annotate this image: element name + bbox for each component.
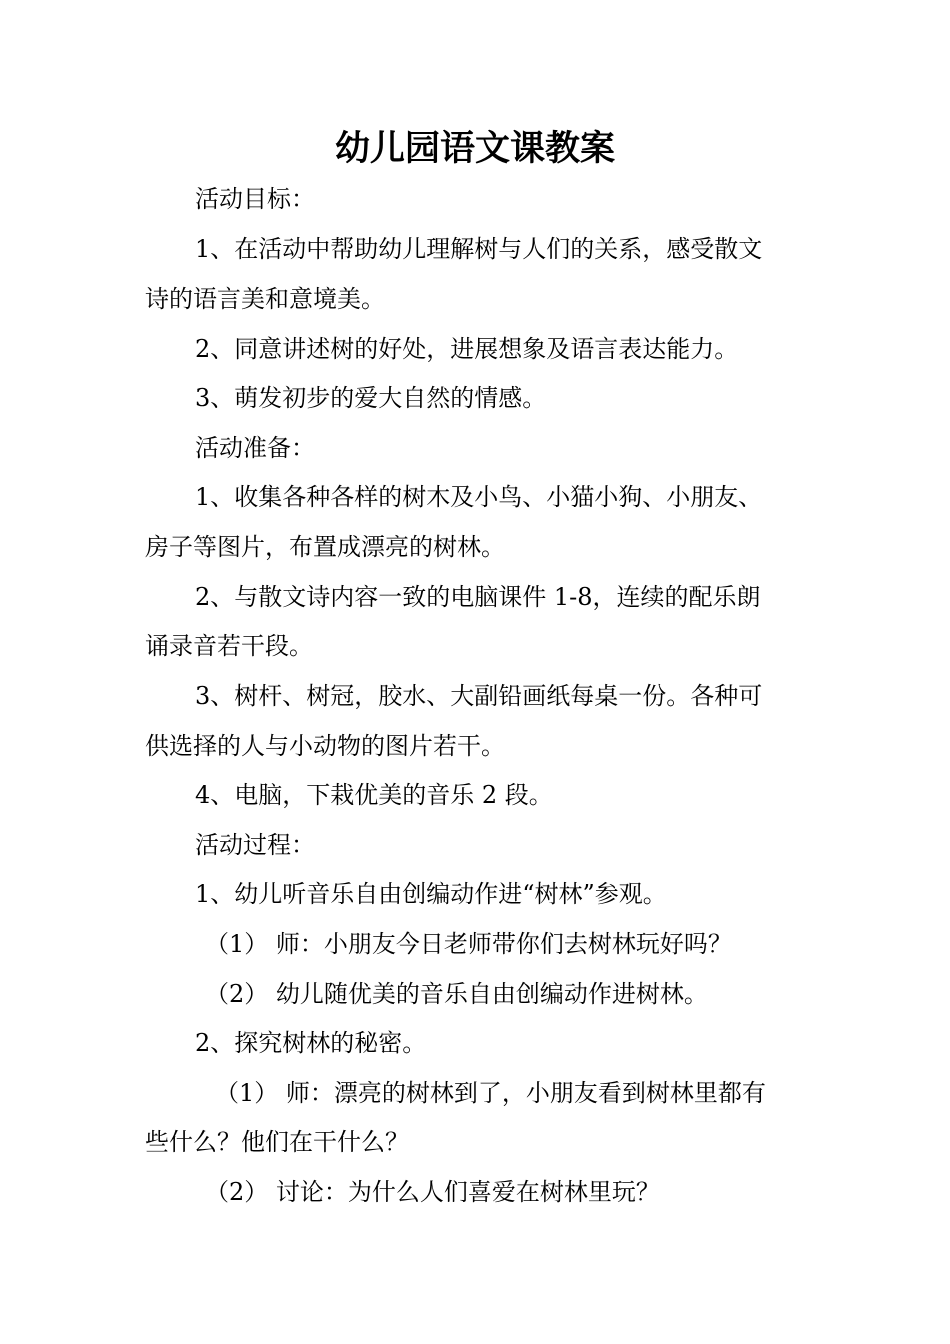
paragraph-line: 些什么？他们在干什么？ [145, 1128, 409, 1156]
section-heading-goals: 活动目标： [195, 185, 315, 213]
paragraph-line: 1、收集各种各样的树木及小鸟、小猫小狗、小朋友、 [195, 483, 763, 511]
paragraph-line: 2、探究树林的秘密。 [195, 1029, 427, 1057]
paragraph-line: 房子等图片，布置成漂亮的树林。 [145, 533, 505, 561]
section-heading-process: 活动过程： [195, 831, 315, 859]
paragraph-line: （2） 幼儿随优美的音乐自由创编动作进树林。 [205, 980, 708, 1008]
paragraph-line: 3、树杆、树冠，胶水、大副铅画纸每桌一份。各种可 [195, 682, 763, 710]
paragraph-line: 2、与散文诗内容一致的电脑课件 1-8，连续的配乐朗 [195, 583, 761, 611]
paragraph-line: （2） 讨论：为什么人们喜爱在树林里玩？ [205, 1178, 660, 1206]
paragraph-line: 供选择的人与小动物的图片若干。 [145, 732, 505, 760]
paragraph-line: 诵录音若干段。 [145, 632, 313, 660]
paragraph-line: （1） 师：小朋友今日老师带你们去树林玩好吗？ [205, 930, 732, 958]
document-title: 幼儿园语文课教案 [334, 129, 615, 169]
section-heading-preparation: 活动准备： [195, 434, 315, 462]
paragraph-line: 1、在活动中帮助幼儿理解树与人们的关系，感受散文 [195, 235, 763, 263]
paragraph-line: 3、萌发初步的爱大自然的情感。 [195, 384, 547, 412]
paragraph-line: 4、电脑，下栽优美的音乐 2 段。 [195, 781, 553, 809]
paragraph-line: 诗的语言美和意境美。 [145, 285, 385, 313]
paragraph-line: 1、幼儿听音乐自由创编动作进“树林”参观。 [195, 880, 667, 908]
paragraph-line: （1） 师：漂亮的树林到了，小朋友看到树林里都有 [215, 1079, 766, 1107]
paragraph-line: 2、同意讲述树的好处，进展想象及语言表达能力。 [195, 335, 739, 363]
